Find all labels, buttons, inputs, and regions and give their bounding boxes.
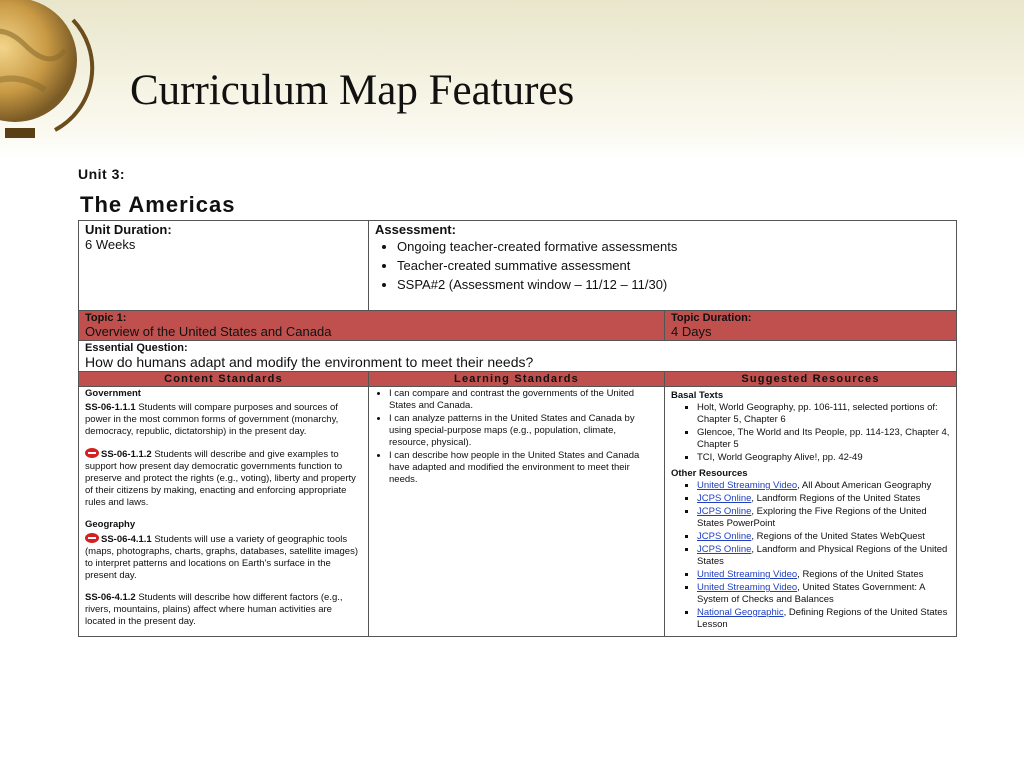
resource-link[interactable]: United Streaming Video (697, 582, 798, 593)
duration-assessment-row (79, 221, 957, 311)
standard-code: SS-06-1.1.1 (85, 402, 136, 413)
resource-description: , United States Government: A System of Checks and Balances (697, 582, 925, 605)
unit-duration-label: Unit Duration: (85, 222, 172, 237)
no-entry-icon (85, 533, 99, 543)
topic-duration-cell (665, 311, 957, 341)
resource-description: , Landform and Physical Regions of the United States (697, 544, 948, 567)
curriculum-table (78, 220, 957, 637)
standard-ss-06-1-1-1 (85, 402, 362, 438)
essential-question-cell (79, 341, 957, 372)
unit-duration-value: 6 Weeks (85, 237, 136, 252)
other-resources-heading: Other Resources (671, 468, 748, 479)
suggested-resources-header: Suggested Resources (665, 372, 957, 387)
learning-standards-cell (369, 387, 665, 637)
standard-text: Students will describe how different factors (e.g., rivers, mountains, plains) affect where human activities are located in the present day. (85, 592, 343, 627)
basal-text-item: ▪ Holt, World Geography, pp. 106-111, selected portions of: Chapter 5, Chapter 6 (697, 402, 950, 426)
topic-duration-value: 4 Days (671, 324, 712, 339)
resource-link[interactable]: JCPS Online (697, 544, 752, 555)
slide-title: Curriculum Map Features (130, 67, 575, 114)
globe-icon (0, 0, 95, 150)
learning-standard-item: • I can describe how people in the United States and Canada have adapted and modified the environment to meet their needs. (389, 450, 658, 486)
resource-link[interactable]: United Streaming Video (697, 569, 798, 580)
curriculum-document (70, 162, 990, 708)
standard-text: Students will use a variety of geographic tools (maps, photographs, charts, graphs, databases, satellite images) to interpret patterns and locations on Earth's surface in the present day. (85, 534, 359, 581)
resource-description: , Regions of the United States WebQuest (751, 531, 925, 542)
resource-description: , Defining Regions of the United States Lesson (697, 607, 948, 630)
resource-item (697, 493, 950, 505)
learning-standard-item: • I can analyze patterns in the United States and Canada by using special-purpose maps (e.g., population, climate, resource, physical). (389, 413, 658, 449)
resource-item (697, 506, 950, 530)
content-standards-header: Content Standards (79, 372, 369, 387)
resource-link[interactable]: JCPS Online (697, 493, 752, 504)
assessment-label: Assessment: (375, 222, 456, 237)
standard-text: Students will compare purposes and sources of power in the most common forms of government (monarchy, democracy, republic, dictatorship) in the present day. (85, 402, 339, 437)
standard-text: Students will describe and give examples to support how present day democratic governments function to preserve and protect the rights (e.g., voting), liberty and property of their citizens by making, enacting and enforcing appropriate rules and laws. (85, 449, 356, 508)
topic-duration-label: Topic Duration: (671, 312, 752, 324)
essential-question-row (79, 341, 957, 372)
learning-standards-list (375, 388, 658, 486)
topic-cell (79, 311, 665, 341)
assessment-cell (369, 221, 957, 311)
assessment-item: • SSPA#2 (Assessment window – 11/12 – 11/30) (397, 275, 950, 294)
resource-item (697, 531, 950, 543)
resource-item (697, 607, 950, 631)
resource-item (697, 480, 950, 492)
resource-item (697, 569, 950, 581)
resource-link[interactable]: JCPS Online (697, 531, 752, 542)
resource-description: , Landform Regions of the United States (751, 493, 921, 504)
standard-code: SS-06-1.1.2 (101, 449, 152, 460)
resource-item (697, 582, 950, 606)
standards-body-row (79, 387, 957, 637)
learning-standards-header: Learning Standards (369, 372, 665, 387)
resource-link[interactable]: JCPS Online (697, 506, 752, 517)
other-resources-list (671, 480, 950, 631)
standard-code: SS-06-4.1.1 (101, 534, 152, 545)
resource-description: , Exploring the Five Regions of the United States PowerPoint (697, 506, 927, 529)
standards-header-row (79, 372, 957, 387)
government-heading: Government (85, 388, 141, 399)
standard-ss-06-4-1-1 (85, 533, 362, 582)
standard-ss-06-1-1-2 (85, 448, 362, 509)
resource-item (697, 544, 950, 568)
basal-text-item: ▪ TCI, World Geography Alive!, pp. 42-49 (697, 452, 950, 464)
resource-description: , Regions of the United States (797, 569, 924, 580)
unit-title: The Americas (80, 192, 236, 217)
essential-question-label: Essential Question: (85, 342, 188, 354)
unit-duration-cell (79, 221, 369, 311)
standard-ss-06-4-1-2 (85, 592, 362, 628)
topic-label: Topic 1: (85, 312, 127, 324)
resource-link[interactable]: National Geographic (697, 607, 784, 618)
assessment-item: • Ongoing teacher-created formative assessments (397, 237, 950, 256)
assessment-item: • Teacher-created summative assessment (397, 256, 950, 275)
basal-texts-list (671, 402, 950, 464)
basal-text-item: ▪ Glencoe, The World and Its People, pp. 114-123, Chapter 4, Chapter 5 (697, 427, 950, 451)
topic-row (79, 311, 957, 341)
essential-question-value: How do humans adapt and modify the environment to meet their needs? (85, 354, 534, 370)
topic-value: Overview of the United States and Canada (85, 324, 332, 339)
resource-description: , All About American Geography (797, 480, 932, 491)
content-standards-cell (79, 387, 369, 637)
learning-standard-item: • I can compare and contrast the governments of the United States and Canada. (389, 388, 658, 412)
basal-texts-heading: Basal Texts (671, 390, 724, 401)
geography-heading: Geography (85, 519, 136, 530)
no-entry-icon (85, 448, 99, 458)
unit-label: Unit 3: (78, 166, 126, 182)
resource-link[interactable]: United Streaming Video (697, 480, 798, 491)
suggested-resources-cell (665, 387, 957, 637)
assessment-list (375, 237, 950, 294)
standard-code: SS-06-4.1.2 (85, 592, 136, 603)
